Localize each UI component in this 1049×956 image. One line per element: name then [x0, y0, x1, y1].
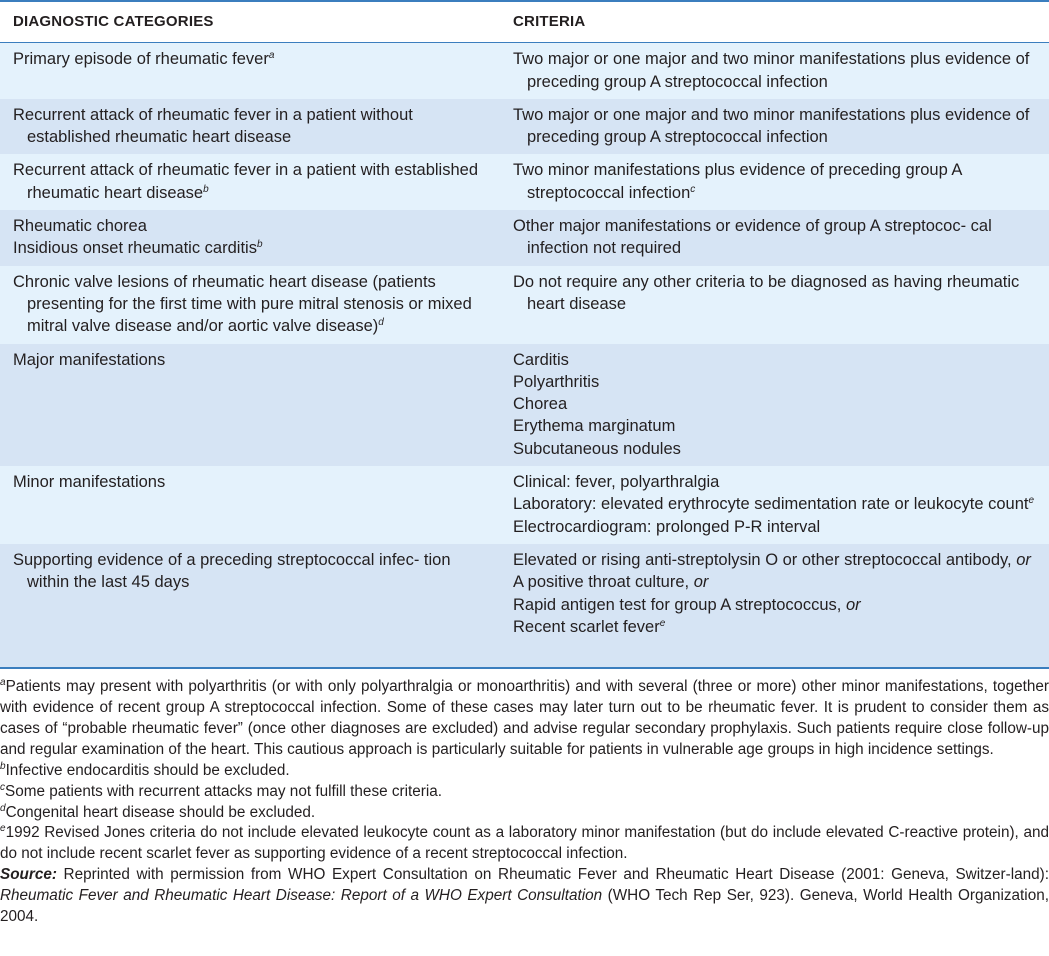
table-row: [0, 544, 1049, 644]
category-text: Rheumatic chorea: [13, 217, 147, 236]
criteria-text: Do not require any other criteria to be diagnosed as having rheumatic heart disease: [513, 272, 1020, 313]
source-title: Rheumatic Fever and Rheumatic Heart Disease: Report of a WHO Expert Consultation: [0, 887, 603, 905]
criteria-cell: [500, 210, 1049, 266]
source-note: Source: Reprinted with permission from WHO Expert Consultation on Rheumatic Fever and Rheumatic Heart Disease (2001: Geneva, Switzer-land): Rheumatic Fever and Rheumatic Heart Disease: Report of a WHO Expert Consultation (WHO Tech Rep Ser, 923). Geneva, World Health Organization, 2004.: [0, 866, 1049, 926]
category-cell: [0, 154, 500, 210]
footnote-ref: c: [690, 183, 696, 195]
footnote-ref: e: [1028, 495, 1035, 507]
criteria-line: Polyarthritis: [513, 372, 600, 391]
header-diagnostic-categories: DIAGNOSTIC CATEGORIES: [0, 1, 500, 43]
or-connector: or: [845, 595, 861, 614]
category-cell: [0, 43, 500, 99]
category-text: Recurrent attack of rheumatic fever in a patient with established rheumatic heart disease: [13, 161, 478, 202]
category-cell: [0, 344, 500, 466]
criteria-cell: [500, 544, 1049, 644]
footnote-e: $^e$1992 Revised Jones criteria do not include elevated leukocyte count as a laboratory minor manifestation (but do include elevated C-reactive protein), and do not include recent scarlet fever as supporting evidence of a recent streptococcal infection.: [0, 823, 1049, 863]
footnote-c: $^c$Some patients with recurrent attacks may not fulfill these criteria.: [0, 781, 442, 800]
category-text: Supporting evidence of a preceding streptococcal infec- tion within the last 45 days: [13, 550, 451, 592]
criteria-line: Laboratory: elevated erythrocyte sedimentation rate or leukocyte count: [513, 495, 1029, 514]
category-cell: [0, 466, 500, 544]
criteria-cell: [500, 154, 1049, 210]
header-criteria: CRITERIA: [500, 1, 1049, 43]
footnote-d: $^d$Congenital heart disease should be excluded.: [0, 802, 316, 821]
criteria-cell: [500, 266, 1049, 344]
table-row: [0, 344, 1049, 466]
criteria-text: Two minor manifestations plus evidence of preceding group A streptococcal infection: [513, 161, 962, 202]
or-connector: or: [1016, 550, 1031, 569]
footnote-b: $^b$Infective endocarditis should be excluded.: [0, 760, 290, 779]
criteria-line: Chorea: [513, 395, 568, 414]
category-cell: [0, 266, 500, 344]
criteria-line: Erythema marginatum: [513, 417, 676, 436]
category-cell: [0, 210, 500, 266]
footnote-ref: b: [256, 239, 263, 251]
criteria-cell: [500, 466, 1049, 544]
criteria-line: Rapid antigen test for group A streptococcus,: [513, 595, 842, 614]
or-connector: or: [693, 573, 709, 592]
criteria-cell: [500, 99, 1049, 155]
criteria-line: A positive throat culture,: [513, 573, 690, 592]
criteria-line: Clinical: fever, polyarthralgia: [513, 473, 720, 492]
table-row: [0, 466, 1049, 544]
category-text: Insidious onset rheumatic carditis: [13, 239, 257, 258]
criteria-cell: [500, 43, 1049, 99]
category-text: Recurrent attack of rheumatic fever in a patient without established rheumatic heart disease: [13, 105, 413, 147]
category-cell: [0, 544, 500, 644]
category-text: Minor manifestations: [13, 473, 166, 492]
table-row: [0, 43, 1049, 99]
table-row: [0, 154, 1049, 210]
table-footnotes: [0, 669, 1049, 928]
table-header-row: [0, 1, 1049, 43]
table-row: [0, 99, 1049, 155]
footnote-ref: b: [203, 183, 209, 195]
criteria-text: Two major or one major and two minor manifestations plus evidence of preceding group A streptococcal infection: [513, 50, 1030, 91]
footnote-ref: d: [378, 317, 384, 329]
criteria-line: Elevated or rising anti-streptolysin O or other streptococcal antibody,: [513, 550, 1012, 569]
criteria-line: Electrocardiogram: prolonged P-R interval: [513, 517, 821, 536]
category-text: Chronic valve lesions of rheumatic heart disease (patients presenting for the first time with pure mitral stenosis or mixed mitral valve disease and/or aortic valve disease): [13, 272, 472, 336]
category-text: Primary episode of rheumatic fever: [13, 50, 269, 69]
criteria-line: Recent scarlet fever: [513, 617, 660, 636]
criteria-cell: [500, 344, 1049, 466]
table-row: [0, 266, 1049, 344]
footnote-ref: a: [268, 50, 275, 62]
criteria-line: Subcutaneous nodules: [513, 439, 681, 458]
category-text: Major manifestations: [13, 350, 166, 369]
criteria-text: Other major manifestations or evidence of group A streptococ- cal infection not required: [513, 217, 992, 258]
source-label: Source:: [0, 866, 57, 884]
table-row-spacer: [0, 644, 1049, 668]
criteria-line: Carditis: [513, 350, 569, 369]
footnote-a: $^a$Patients may present with polyarthritis (or with only polyarthralgia or monoarthritis) and with several (three or more) other minor manifestations, together with evidence of recent group A streptococcal infection. Some of these cases may later turn out to be rheumatic fever. It is prudent to consider them as cases of “probable rheumatic fever” (once other diagnoses are excluded) and advise regular secondary prophylaxis. Such patients require close follow-up and regular examination of the heart. This cautious approach is particularly suitable for patients in vulnerable age groups in high incidence settings.: [0, 677, 1049, 758]
category-cell: [0, 99, 500, 155]
criteria-text: Two major or one major and two minor manifestations plus evidence of preceding group A streptococcal infection: [513, 105, 1030, 147]
table-row: [0, 210, 1049, 266]
footnote-ref: e: [659, 617, 666, 629]
